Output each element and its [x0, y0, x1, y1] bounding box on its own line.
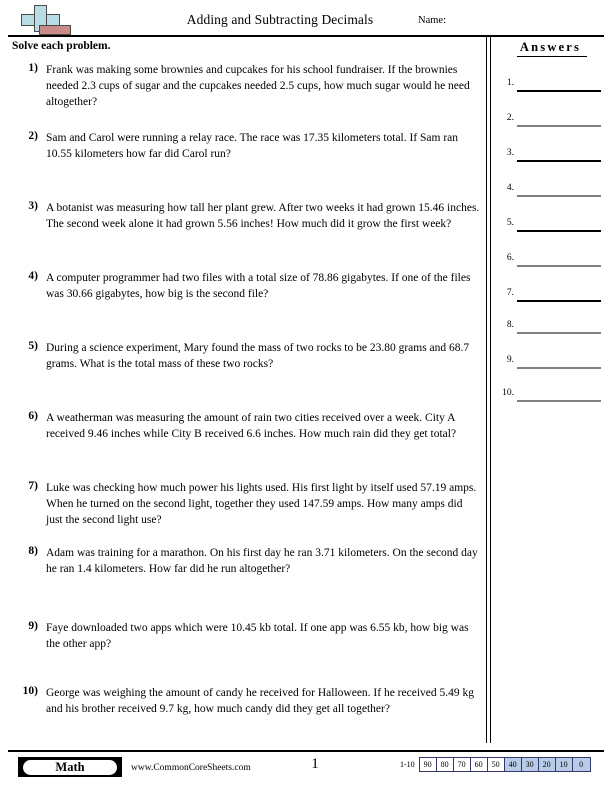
grading-scale-cell: 30 — [522, 758, 539, 771]
subject-badge-label: Math — [23, 760, 117, 775]
problem-number: 2) — [28, 130, 38, 142]
answer-blank-line[interactable] — [517, 160, 601, 162]
grading-scale-cell: 0 — [573, 758, 590, 771]
answer-row[interactable] — [494, 148, 606, 162]
answer-number: 5. — [506, 218, 514, 228]
problem-item — [12, 130, 480, 162]
problem-number: 1) — [28, 62, 38, 74]
answer-number: 3. — [506, 148, 514, 158]
problem-item — [12, 62, 480, 110]
problem-text: Adam was training for a marathon. On his first day he ran 3.71 kilometers. On the second day he ran 1.4 kilometers. How far did he run altogether? — [46, 547, 478, 575]
problem-text: A computer programmer had two files with a total size of 78.86 gigabytes. If one of the files was 30.66 gigabytes, how big is the second file? — [46, 272, 471, 300]
problem-number: 9) — [28, 620, 38, 632]
instructions-text: Solve each problem. — [12, 40, 111, 52]
answer-number: 6. — [506, 253, 514, 263]
answer-blank-line[interactable] — [517, 90, 601, 92]
problem-number: 10) — [22, 685, 38, 697]
answer-blank-line[interactable] — [517, 195, 601, 197]
problem-item — [12, 620, 480, 652]
minus-bar — [39, 25, 71, 35]
answers-heading-underline — [517, 56, 587, 57]
answer-row[interactable] — [494, 218, 606, 232]
problem-text: A botanist was measuring how tall her plant grew. After two weeks it had grown 15.46 inches. The second week alone it had grown 5.56 inches! How much did it grow the first week? — [46, 202, 480, 230]
answer-number: 4. — [506, 183, 514, 193]
grading-scale — [400, 757, 591, 772]
answer-blank-line[interactable] — [517, 332, 601, 334]
problem-text: Frank was making some brownies and cupcakes for his school fundraiser. If the brownies needed 2.3 cups of sugar and the cupcakes needed 2.5 cups, how much sugar would he need altogether? — [46, 64, 470, 108]
problem-number: 7) — [28, 480, 38, 492]
grading-scale-cell: 20 — [539, 758, 556, 771]
problem-number: 6) — [28, 410, 38, 422]
answer-number: 7. — [506, 288, 514, 298]
plus-center-fill — [35, 15, 45, 24]
problem-item — [12, 685, 480, 717]
answer-row[interactable] — [494, 355, 606, 369]
problem-number: 3) — [28, 200, 38, 212]
grading-scale-cell: 50 — [488, 758, 505, 771]
answer-blank-line[interactable] — [517, 265, 601, 267]
problem-item — [12, 270, 480, 302]
answer-number: 9. — [506, 355, 514, 365]
answer-row[interactable] — [494, 78, 606, 92]
grading-scale-cell: 40 — [505, 758, 522, 771]
page-title: Adding and Subtracting Decimals — [186, 12, 374, 27]
problem-item — [12, 410, 480, 442]
problem-text: A weatherman was measuring the amount of rain two cities received over a week. City A received 9.46 inches while City B received 6.6 inches. How much rain did they get total? — [46, 412, 457, 440]
footer-divider — [8, 750, 604, 752]
grading-scale-cell: 60 — [471, 758, 488, 771]
problem-item — [12, 340, 480, 372]
problem-text: Luke was checking how much power his lights used. His first light by itself used 57.19 amps. When he turned on the second light, together they used 147.59 amps. How many amps did just the second light use? — [46, 482, 477, 526]
plus-minus-icon — [16, 5, 78, 35]
answer-row[interactable] — [494, 183, 606, 197]
answer-number: 2. — [506, 113, 514, 123]
site-url: www.CommonCoreSheets.com — [131, 763, 251, 773]
page-header — [0, 0, 612, 36]
problem-text: During a science experiment, Mary found the mass of two rocks to be 23.80 grams and 68.7 grams. What is the total mass of these two rocks? — [46, 342, 470, 370]
answers-heading: Answers — [519, 40, 582, 54]
answer-blank-line[interactable] — [517, 230, 601, 232]
grading-scale-range-label: 1-10 — [400, 760, 415, 769]
problem-item — [12, 200, 480, 232]
column-separator-left — [486, 35, 487, 743]
subject-badge — [18, 757, 122, 777]
problem-item — [12, 545, 480, 577]
answer-blank-line[interactable] — [517, 300, 601, 302]
grading-scale-cell: 80 — [437, 758, 454, 771]
problem-text: Faye downloaded two apps which were 10.45 kb total. If one app was 6.55 kb, how big was the other app? — [46, 622, 469, 650]
answer-row[interactable] — [494, 288, 606, 302]
problem-text: George was weighing the amount of candy he received for Halloween. If he received 5.49 kg and his brother received 9.7 kg, how much candy did they get all together? — [46, 687, 474, 715]
answer-number: 10. — [502, 388, 514, 398]
answer-blank-line[interactable] — [517, 400, 601, 402]
grading-scale-cells — [419, 757, 591, 772]
answer-row[interactable] — [494, 388, 606, 402]
answer-row[interactable] — [494, 113, 606, 127]
grading-scale-cell: 90 — [420, 758, 437, 771]
column-separator-right — [490, 35, 491, 743]
grading-scale-cell: 10 — [556, 758, 573, 771]
answer-row[interactable] — [494, 320, 606, 334]
answer-row[interactable] — [494, 253, 606, 267]
answer-blank-line[interactable] — [517, 367, 601, 369]
problem-number: 8) — [28, 545, 38, 557]
name-field-label: Name: — [418, 15, 446, 26]
grading-scale-cell: 70 — [454, 758, 471, 771]
problem-item — [12, 480, 480, 528]
answer-number: 1. — [506, 78, 514, 88]
header-divider — [8, 35, 604, 37]
problem-text: Sam and Carol were running a relay race. The race was 17.35 kilometers total. If Sam ran 10.55 kilometers how far did Carol run? — [46, 132, 459, 160]
answer-number: 8. — [506, 320, 514, 330]
problem-number: 5) — [28, 340, 38, 352]
answer-blank-line[interactable] — [517, 125, 601, 127]
problem-number: 4) — [28, 270, 38, 282]
page-number: 1 — [311, 756, 319, 772]
